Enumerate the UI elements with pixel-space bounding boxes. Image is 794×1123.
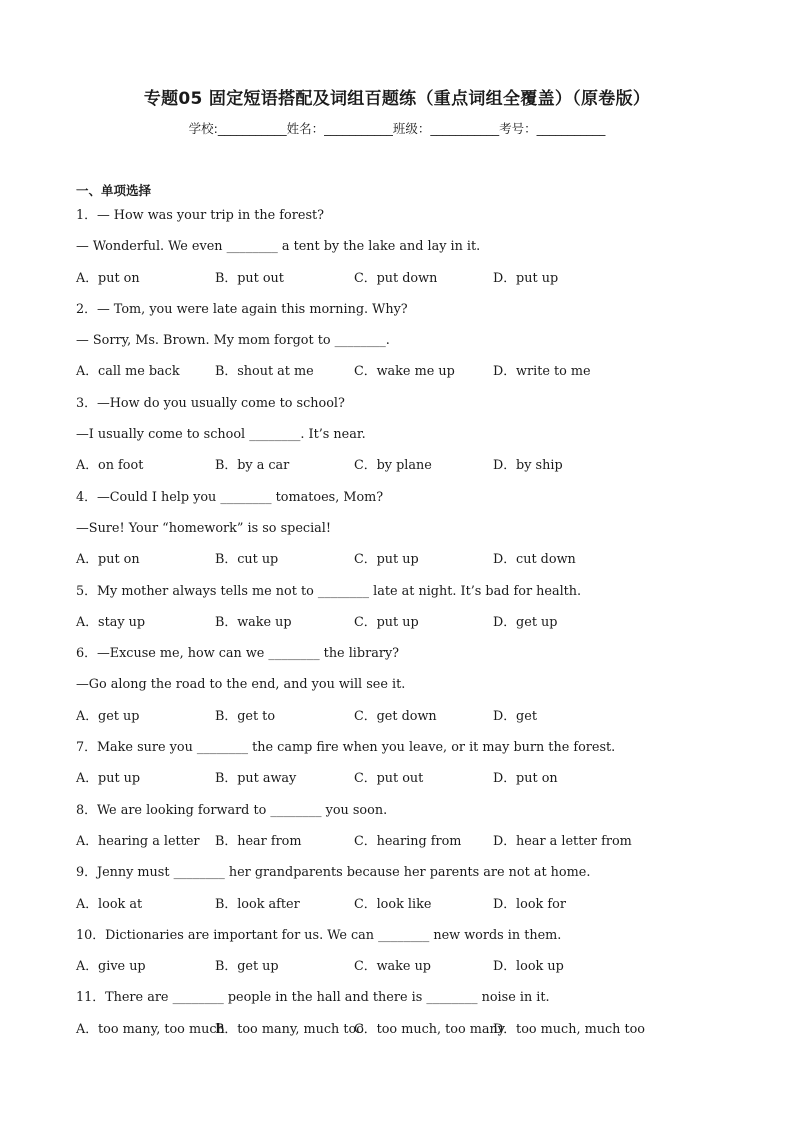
page-title: 专题05 固定短语搭配及词组百题练（重点词组全覆盖）（原卷版） bbox=[143, 89, 651, 109]
option-b: B．too many, much too bbox=[215, 1021, 364, 1037]
exam-number-field: 考号：___________ bbox=[499, 121, 606, 136]
option-d: D．get bbox=[493, 708, 537, 724]
option-d: D．write to me bbox=[493, 364, 591, 380]
option-b: B．hear from bbox=[215, 833, 302, 849]
option-row bbox=[76, 361, 736, 392]
option-c: C．wake me up bbox=[354, 364, 455, 380]
section-heading: 一、单项选择 bbox=[76, 183, 152, 198]
option-row bbox=[76, 549, 736, 580]
option-a: A．put on bbox=[76, 552, 140, 568]
option-b: B．put out bbox=[215, 270, 284, 286]
option-row bbox=[76, 612, 736, 643]
option-a: A．get up bbox=[76, 708, 140, 724]
question-stem: 3．—How do you usually come to school? bbox=[76, 395, 345, 411]
option-a: A．put on bbox=[76, 270, 140, 286]
question-stem: 10．Dictionaries are important for us. We can ________ new words in them. bbox=[76, 927, 562, 943]
option-a: A．hearing a letter bbox=[76, 833, 200, 849]
option-c: C．by plane bbox=[354, 458, 432, 474]
option-row bbox=[76, 831, 736, 862]
school-field: 学校:___________ bbox=[188, 121, 287, 136]
option-d: D．look for bbox=[493, 896, 566, 912]
question-stem: 9．Jenny must ________ her grandparents because her parents are not at home. bbox=[76, 865, 591, 881]
option-d: D．get up bbox=[493, 614, 558, 630]
question-stem: 8．We are looking forward to ________ you soon. bbox=[76, 802, 388, 818]
question-stem: 2．— Tom, you were late again this morning. Why? bbox=[76, 301, 408, 317]
option-a: A．look at bbox=[76, 896, 143, 912]
question-stem: 5．My mother always tells me not to ________ late at night. It’s bad for health. bbox=[76, 583, 582, 599]
question-stem: —I usually come to school ________. It’s near. bbox=[76, 427, 366, 443]
option-row bbox=[76, 268, 736, 299]
question-stem: —Go along the road to the end, and you will see it. bbox=[76, 677, 406, 693]
option-d: D．look up bbox=[493, 959, 564, 975]
option-a: A．give up bbox=[76, 959, 146, 975]
option-b: B．wake up bbox=[215, 614, 292, 630]
option-c: C．look like bbox=[354, 896, 432, 912]
class-field: 班级：___________ bbox=[392, 121, 500, 136]
question-stem: 7．Make sure you ________ the camp fire when you leave, or it may burn the forest. bbox=[76, 740, 616, 756]
question-stem: — Wonderful. We even ________ a tent by the lake and lay in it. bbox=[76, 239, 481, 255]
option-c: C．put up bbox=[354, 614, 419, 630]
question-stem: — Sorry, Ms. Brown. My mom forgot to ________. bbox=[76, 333, 390, 349]
option-d: D．by ship bbox=[493, 458, 563, 474]
option-a: A．stay up bbox=[76, 614, 146, 630]
option-d: D．too much, much too bbox=[493, 1021, 646, 1037]
option-d: D．cut down bbox=[493, 552, 576, 568]
option-b: B．look after bbox=[215, 896, 300, 912]
question-stem: 6．—Excuse me, how can we ________ the library? bbox=[76, 646, 400, 662]
question-stem: —Sure! Your “homework” is so special! bbox=[76, 520, 332, 536]
option-c: C．get down bbox=[354, 708, 437, 724]
option-c: C．hearing from bbox=[354, 833, 462, 849]
option-row bbox=[76, 706, 736, 737]
option-b: B．cut up bbox=[215, 552, 279, 568]
option-b: B．get to bbox=[215, 708, 276, 724]
option-c: C．put out bbox=[354, 771, 424, 787]
option-a: A．on foot bbox=[76, 458, 144, 474]
student-info-line bbox=[0, 119, 794, 137]
option-b: B．put away bbox=[215, 771, 297, 787]
option-row bbox=[76, 956, 736, 987]
question-stem: 11．There are ________ people in the hall and there is ________ noise in it. bbox=[76, 990, 550, 1006]
option-c: C．wake up bbox=[354, 959, 431, 975]
option-b: B．get up bbox=[215, 959, 279, 975]
option-row bbox=[76, 894, 736, 925]
question-list bbox=[76, 205, 736, 1050]
option-d: D．put on bbox=[493, 771, 558, 787]
option-c: C．too much, too many bbox=[354, 1021, 505, 1037]
option-b: B．shout at me bbox=[215, 364, 314, 380]
option-b: B．by a car bbox=[215, 458, 290, 474]
option-row bbox=[76, 768, 736, 799]
option-a: A．too many, too much bbox=[76, 1021, 225, 1037]
option-c: C．put down bbox=[354, 270, 438, 286]
name-field: 姓名：___________ bbox=[286, 121, 393, 136]
option-a: A．call me back bbox=[76, 364, 180, 380]
question-stem: 1．— How was your trip in the forest? bbox=[76, 208, 325, 223]
option-a: A．put up bbox=[76, 771, 141, 787]
question-stem: 4．—Could I help you ________ tomatoes, Mom? bbox=[76, 489, 384, 505]
option-row bbox=[76, 1019, 736, 1050]
option-d: D．hear a letter from bbox=[493, 833, 632, 849]
option-c: C．put up bbox=[354, 552, 419, 568]
option-row bbox=[76, 455, 736, 486]
option-d: D．put up bbox=[493, 270, 559, 286]
